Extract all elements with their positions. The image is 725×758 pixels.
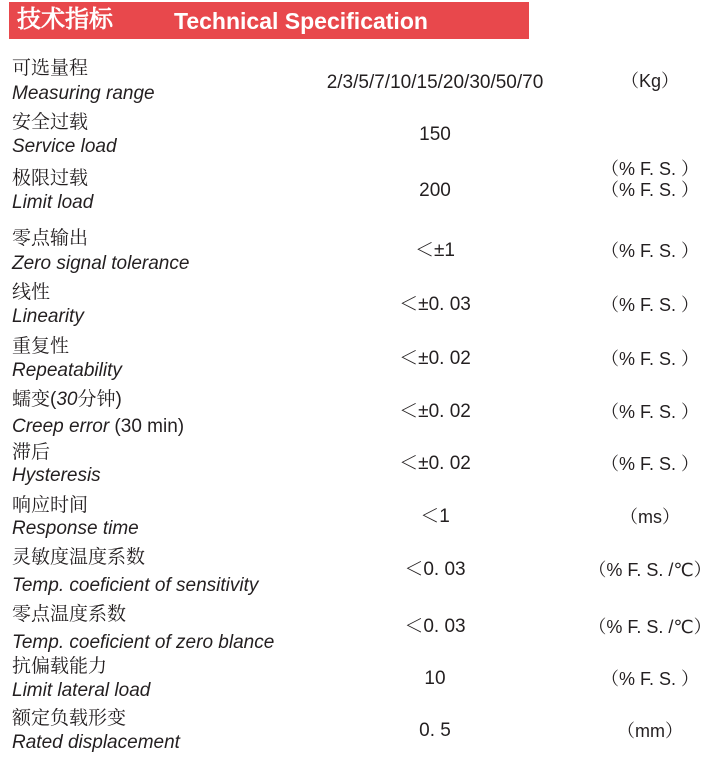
row-label-en-part: Creep error [12,416,110,437]
row-label-en: Hysteresis [12,465,101,486]
header-title-en: Technical Specification [174,8,428,34]
row-unit-secondary: （% F. S. ） [600,180,699,200]
row-value: ＜±0. 03 [399,294,471,315]
row-value: ＜1 [420,506,450,527]
row-label-cn: 响应时间 [12,495,89,516]
header-title-cn: 技术指标 [17,6,113,33]
row-label-en: Limit load [12,192,94,213]
row-label-cn: 极限过载 [12,168,89,189]
row-label-en: Measuring range [12,83,155,104]
row-value: 150 [419,124,451,145]
row-label-en [12,416,184,438]
row-label-en: Temp. coeficient of sensitivity [12,575,259,596]
row-label-cn-part: 蠕变( [12,389,57,410]
row-unit: （% F. S. ） [600,241,699,261]
row-label-cn [12,389,122,411]
row-label-cn: 滞后 [12,442,51,463]
row-value: ＜0. 03 [404,616,466,637]
row-label-en: Service load [12,136,117,157]
row-label-cn: 可选量程 [12,58,89,79]
row-label-cn-tail: 分钟) [77,389,122,410]
row-value: ＜±0. 02 [399,348,471,369]
row-label-en: Rated displacement [12,732,180,753]
row-unit: （% F. S. ） [600,454,699,474]
row-unit: （% F. S. ） [600,349,699,369]
row-label-en: Linearity [12,306,84,327]
row-unit: （mm） [617,721,683,741]
row-label-cn: 重复性 [12,336,70,357]
row-unit: （% F. S. ） [600,159,699,179]
row-label-en: Zero signal tolerance [12,253,190,274]
row-label-cn: 抗偏载能力 [12,656,108,677]
row-unit: （% F. S. /℃） [588,617,712,637]
row-label-en: Repeatability [12,360,122,381]
row-unit: （% F. S. ） [600,295,699,315]
row-value: 10 [424,668,446,689]
row-unit: （ms） [620,507,680,527]
row-value: ＜±0. 02 [399,401,471,422]
row-label-en: Limit lateral load [12,680,151,701]
row-label-cn-minutes: 30 [56,389,78,410]
row-unit: （% F. S. ） [600,402,699,422]
row-value: 2/3/5/7/10/15/20/30/50/70 [326,72,544,93]
row-label-cn: 额定负载形变 [12,708,127,729]
row-label-cn: 灵敏度温度系数 [12,547,146,568]
row-value: ＜0. 03 [404,559,466,580]
section-header [9,2,529,39]
row-value: 200 [419,180,451,201]
row-label-en-duration: (30 min) [109,416,185,437]
row-label-en: Response time [12,518,139,539]
row-unit: （% F. S. ） [600,669,699,689]
row-unit: （Kg） [620,71,680,91]
row-label-cn: 安全过载 [12,112,89,133]
row-unit: （% F. S. /℃） [588,560,712,580]
row-value: ＜±1 [415,240,455,261]
row-label-cn: 零点温度系数 [12,604,127,625]
row-label-en: Temp. coeficient of zero blance [12,632,275,653]
row-value: 0. 5 [419,720,451,741]
row-label-cn: 线性 [12,282,51,303]
row-value: ＜±0. 02 [399,453,471,474]
row-label-cn: 零点输出 [12,228,89,249]
